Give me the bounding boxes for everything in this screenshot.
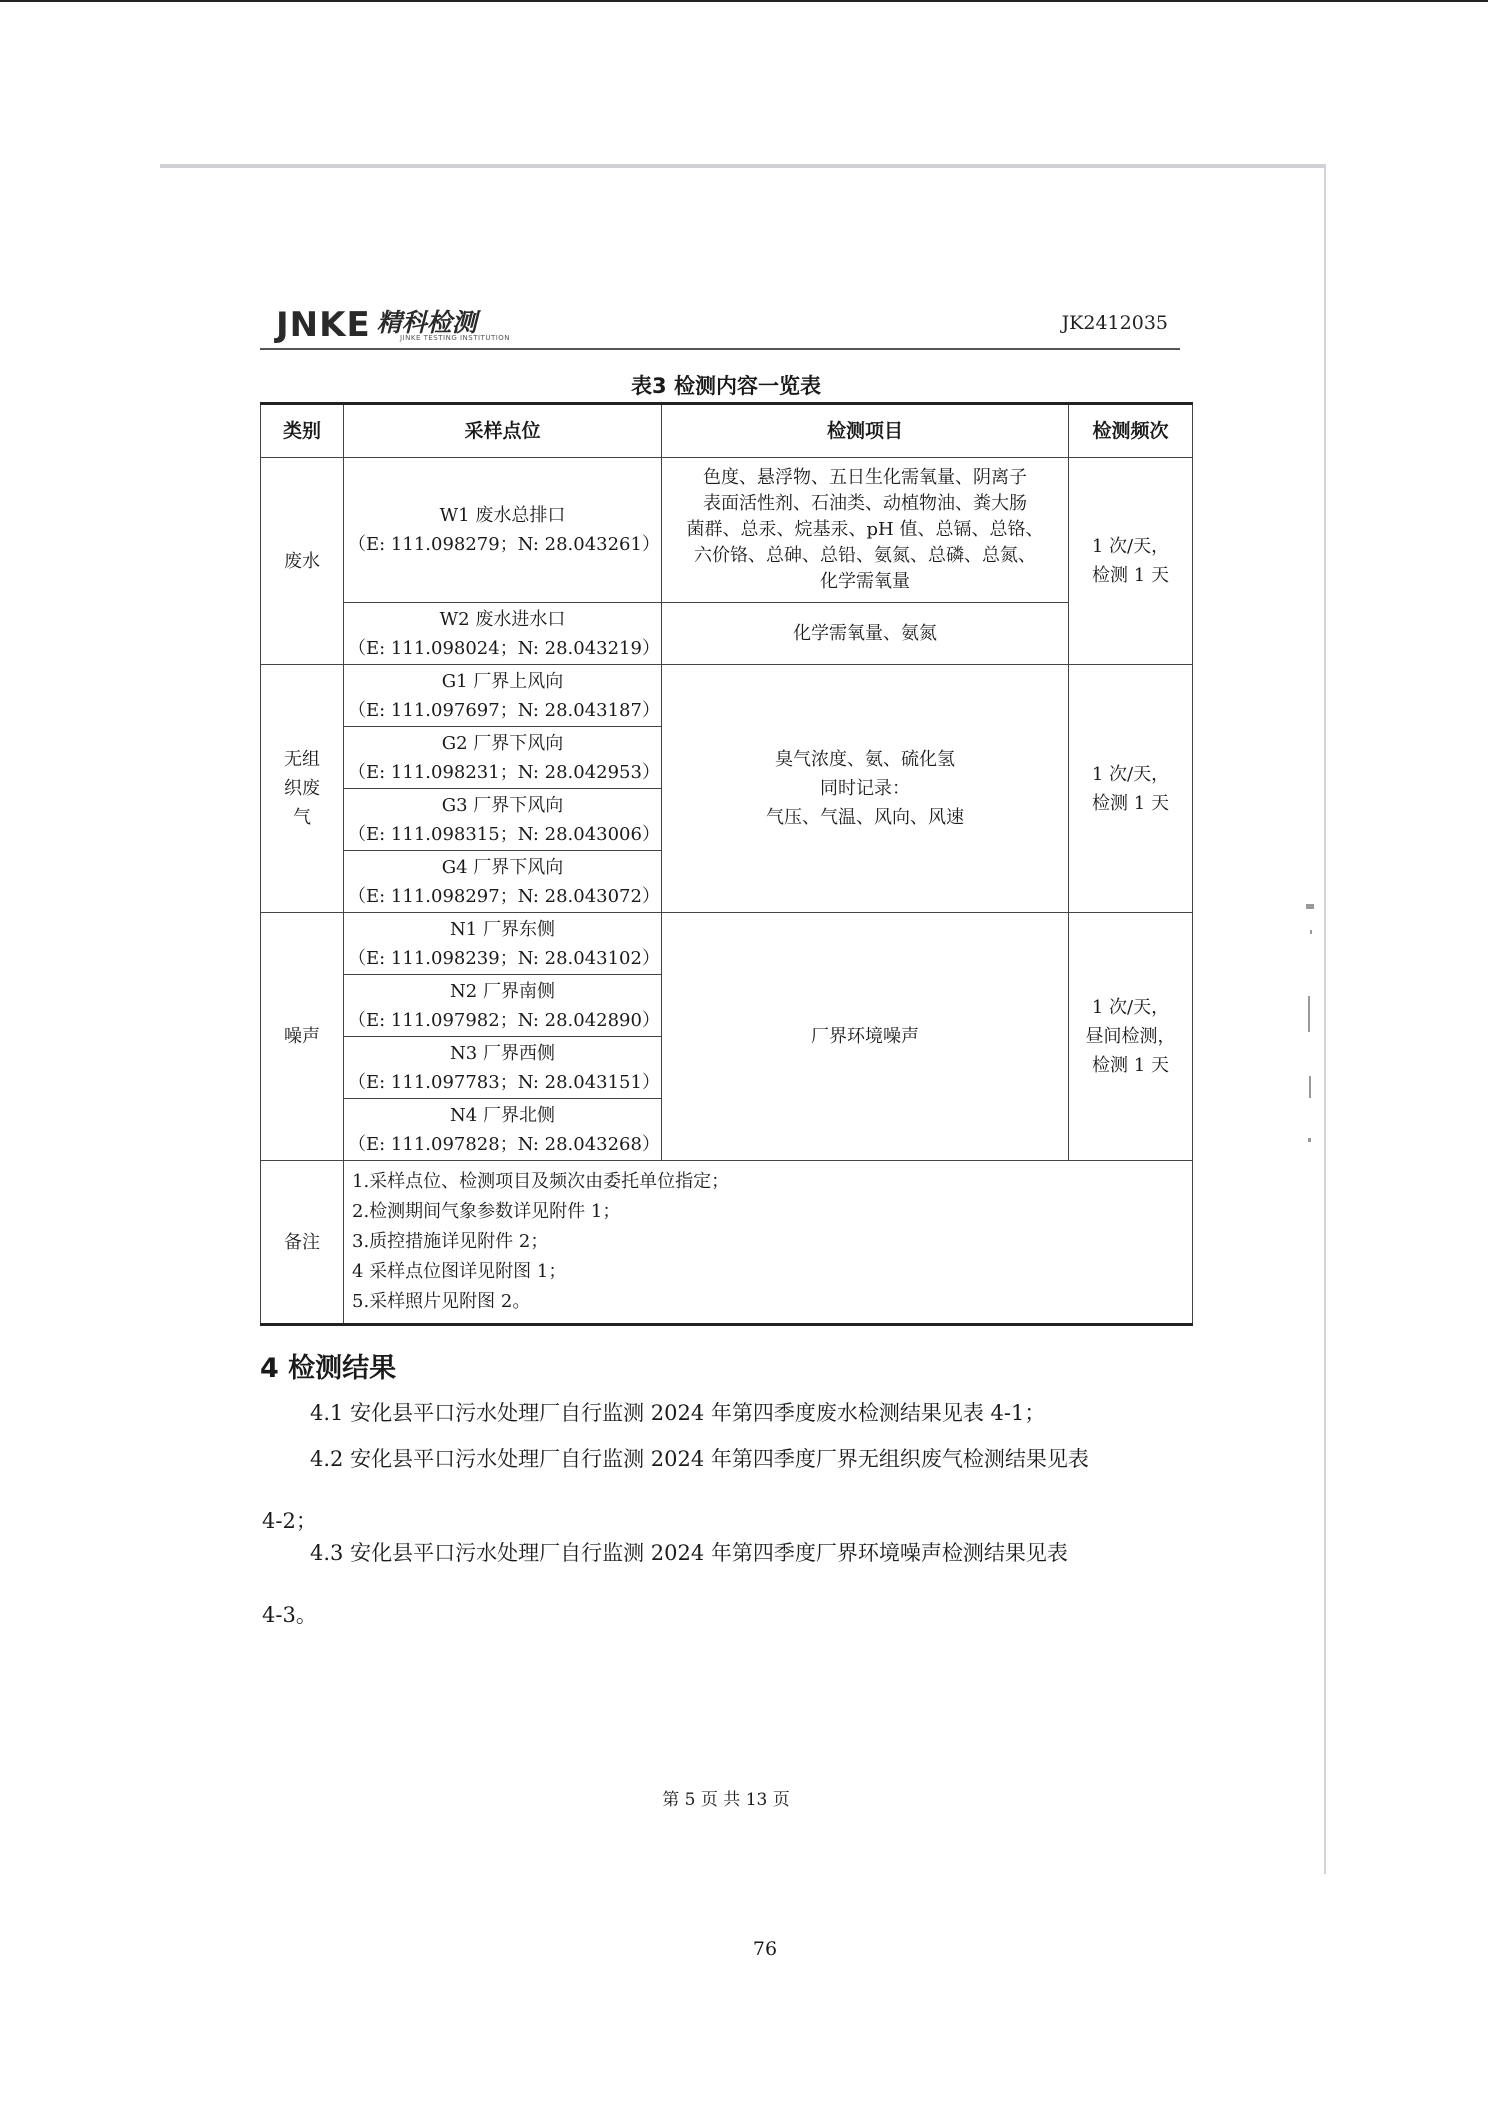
sampling-point-w1	[344, 458, 662, 603]
sampling-point-g1	[344, 665, 662, 727]
remarks-label: 备注	[261, 1161, 344, 1325]
detection-items-w2: 化学需氧量、氨氮	[662, 603, 1069, 665]
point-coords: （E: 111.098239；N: 28.043102）	[348, 947, 660, 969]
scan-specks	[1300, 900, 1320, 1160]
table-header-row	[261, 404, 1193, 458]
remark-line: 3.质控措施详见附件 2；	[352, 1231, 549, 1252]
page-number: 76	[752, 1938, 778, 1960]
point-coords: （E: 111.097783；N: 28.043151）	[348, 1071, 660, 1093]
frequency-line: 检测 1 天	[1092, 1055, 1169, 1076]
company-logo	[276, 305, 477, 348]
frequency-gas	[1069, 665, 1193, 913]
header-sampling-point: 采样点位	[344, 404, 662, 458]
remark-line: 1.采样点位、检测项目及频次由委托单位指定；	[352, 1171, 730, 1192]
remark-line: 5.采样照片见附图 2。	[352, 1291, 531, 1312]
item-line: 色度、悬浮物、五日生化需氧量、阴离子	[703, 467, 1027, 488]
sampling-point-g2	[344, 727, 662, 789]
result-paragraph-4-1: 4.1 安化县平口污水处理厂自行监测 2024 年第四季度废水检测结果见表 4-1；	[310, 1401, 1046, 1425]
detection-items-gas	[662, 665, 1069, 913]
header-frequency: 检测频次	[1069, 404, 1193, 458]
point-name: N2 厂界南侧	[450, 980, 555, 1002]
paragraph-line: 4-3。	[262, 1603, 317, 1627]
sampling-point-n3	[344, 1037, 662, 1099]
page-footer: 第 5 页 共 13 页	[662, 1790, 790, 1810]
frequency-line: 1 次/天，	[1091, 763, 1170, 785]
point-coords: （E: 111.098024；N: 28.043219）	[348, 637, 660, 659]
table-row	[261, 913, 1193, 975]
result-paragraph-4-3	[262, 1536, 1180, 1632]
frequency-wastewater	[1069, 458, 1193, 665]
point-name: N3 厂界西侧	[450, 1042, 555, 1064]
sampling-point-n4	[344, 1099, 662, 1161]
sampling-point-g3	[344, 789, 662, 851]
scan-frame-right	[1324, 164, 1326, 1874]
logo-mark: JNKE	[276, 305, 371, 345]
item-line: 同时记录：	[820, 778, 910, 799]
header-detection-items: 检测项目	[662, 404, 1069, 458]
item-line: 臭气浓度、氨、硫化氢	[775, 749, 955, 770]
scan-frame-top	[160, 164, 1326, 168]
point-coords: （E: 111.097982；N: 28.042890）	[348, 1009, 660, 1031]
item-line: 六价铬、总砷、总铅、氨氮、总磷、总氮、	[694, 545, 1036, 566]
point-name: N1 厂界东侧	[450, 918, 555, 940]
paragraph-line: 4.3 安化县平口污水处理厂自行监测 2024 年第四季度厂界环境噪声检测结果见表	[310, 1541, 1068, 1565]
frequency-line: 1 次/天，	[1091, 536, 1170, 557]
category-line: 气	[293, 807, 311, 828]
sampling-point-g4	[344, 851, 662, 913]
paragraph-line: 4-2；	[262, 1509, 317, 1533]
sampling-point-n2	[344, 975, 662, 1037]
detection-items-w1	[662, 458, 1069, 603]
paragraph-line: 4.2 安化县平口污水处理厂自行监测 2024 年第四季度厂界无组织废气检测结果见表	[310, 1447, 1089, 1471]
table-row	[261, 665, 1193, 727]
remark-line: 4 采样点位图详见附图 1；	[352, 1261, 567, 1282]
table-title: 表3 检测内容一览表	[631, 374, 821, 398]
detection-items-noise: 厂界环境噪声	[662, 913, 1069, 1161]
frequency-line: 1 次/天，	[1091, 997, 1170, 1018]
sampling-point-w2	[344, 603, 662, 665]
point-coords: （E: 111.097697；N: 28.043187）	[348, 699, 660, 721]
table-row-remarks	[261, 1161, 1193, 1325]
category-noise: 噪声	[261, 913, 344, 1161]
point-name: G3 厂界下风向	[441, 794, 564, 816]
section-heading: 4 检测结果	[260, 1353, 397, 1384]
detection-content-table	[260, 402, 1193, 1326]
item-line: 菌群、总汞、烷基汞、pH 值、总镉、总铬、	[686, 519, 1044, 540]
category-fugitive-gas	[261, 665, 344, 913]
header-category: 类别	[261, 404, 344, 458]
frequency-noise	[1069, 913, 1193, 1161]
logo-chinese-name: 精科检测	[376, 308, 477, 337]
point-name: G2 厂界下风向	[441, 732, 564, 754]
point-name: G1 厂界上风向	[441, 670, 564, 692]
logo-subtitle: JINKE TESTING INSTITUTION	[400, 334, 511, 342]
point-coords: （E: 111.098231；N: 28.042953）	[348, 761, 660, 783]
table-row	[261, 603, 1193, 665]
category-line: 织废	[284, 778, 320, 799]
item-line: 气压、气温、风向、风速	[766, 807, 964, 828]
remark-line: 2.检测期间气象参数详见附件 1；	[352, 1201, 621, 1222]
category-wastewater: 废水	[261, 458, 344, 665]
point-coords: （E: 111.098279；N: 28.043261）	[348, 534, 660, 555]
result-paragraph-4-2	[262, 1442, 1180, 1538]
point-name: W1 废水总排口	[439, 505, 566, 526]
frequency-line: 检测 1 天	[1092, 792, 1169, 814]
sampling-point-n1	[344, 913, 662, 975]
point-name: N4 厂界北侧	[450, 1104, 555, 1126]
point-coords: （E: 111.098297；N: 28.043072）	[348, 885, 660, 907]
report-number: JK2412035	[1061, 312, 1168, 334]
page-header	[260, 300, 1180, 350]
point-coords: （E: 111.098315；N: 28.043006）	[348, 823, 660, 845]
point-name: W2 废水进水口	[439, 608, 566, 630]
remarks-content	[344, 1161, 1193, 1325]
scan-edge-top	[0, 0, 1488, 2]
point-coords: （E: 111.097828；N: 28.043268）	[348, 1133, 660, 1155]
item-line: 化学需氧量	[820, 571, 910, 592]
table-row	[261, 458, 1193, 603]
frequency-line: 昼间检测，	[1085, 1026, 1176, 1047]
frequency-line: 检测 1 天	[1092, 565, 1169, 586]
point-name: G4 厂界下风向	[441, 856, 564, 878]
item-line: 表面活性剂、石油类、动植物油、粪大肠	[703, 493, 1027, 514]
category-line: 无组	[284, 749, 320, 770]
